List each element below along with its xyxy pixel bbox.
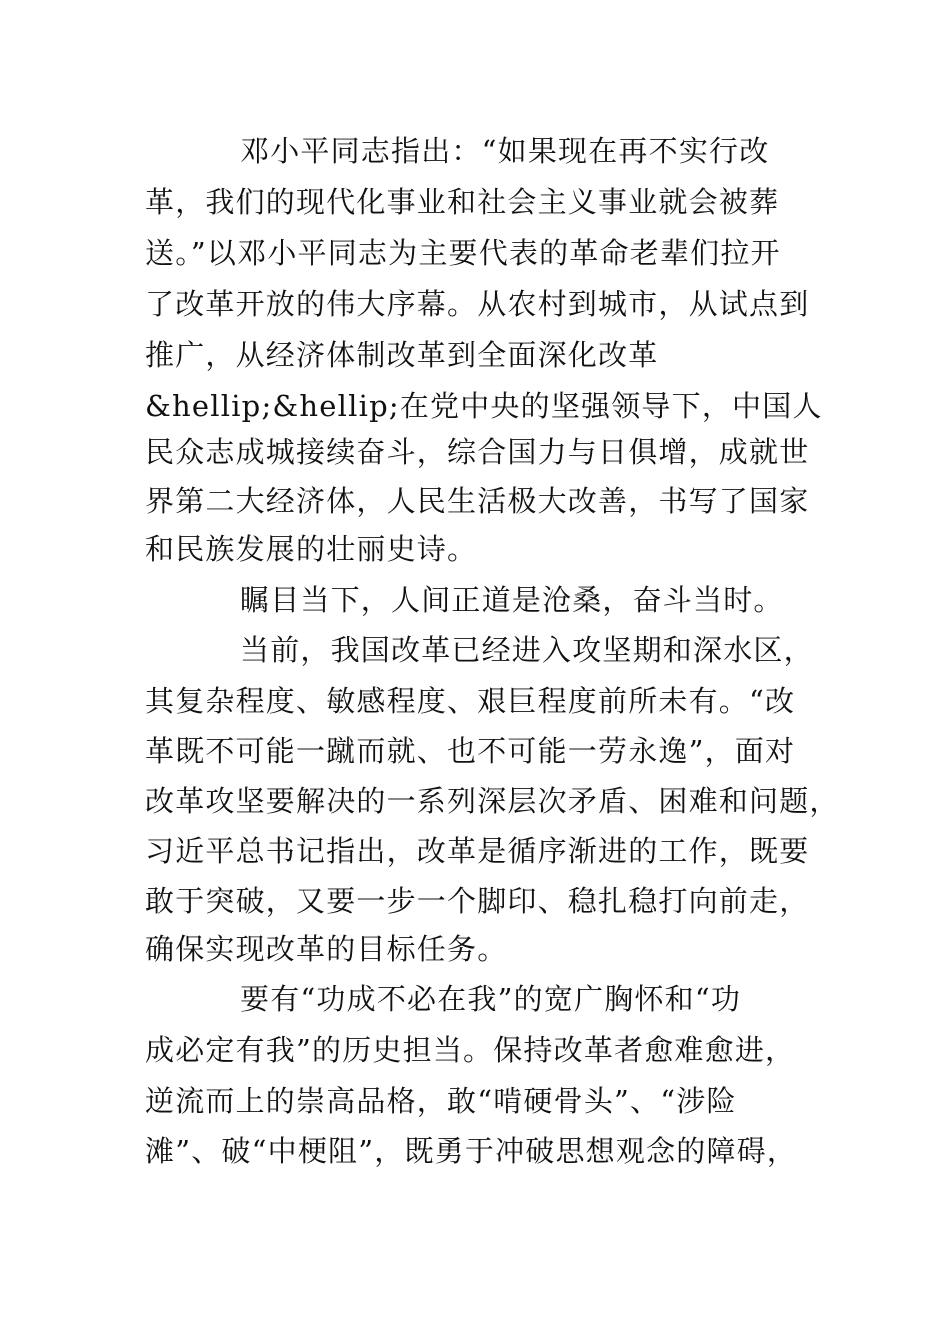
- paragraph-1-line-2: 革，我们的现代化事业和社会主义事业就会被葬: [145, 185, 780, 219]
- paragraph-1-line-8: 界第二大经济体，人民生活极大改善，书写了国家: [145, 484, 810, 518]
- paragraph-3-line-4: 改革攻坚要解决的一系列深层次矛盾、困难和问题，: [145, 784, 840, 818]
- paragraph-1-line-6: &hellip;&hellip;在党中央的坚强领导下，中国人: [145, 389, 823, 423]
- paragraph-1-line-4: 了改革开放的伟大序幕。从农村到城市，从试点到: [145, 287, 810, 321]
- paragraph-4-line-1: 要有“功成不必在我”的宽广胸怀和“功: [240, 982, 742, 1016]
- paragraph-3-line-2: 其复杂程度、敏感程度、艰巨程度前所未有。“改: [145, 684, 796, 718]
- paragraph-1-line-9: 和民族发展的壮丽史诗。: [145, 532, 478, 566]
- paragraph-3-line-7: 确保实现改革的目标任务。: [145, 932, 508, 966]
- paragraph-3-line-5: 习近平总书记指出，改革是循序渐进的工作，既要: [145, 834, 810, 868]
- paragraph-4-line-4: 滩”、破“中梗阻”，既勇于冲破思想观念的障碍，: [145, 1134, 798, 1168]
- paragraph-4-line-2: 成必定有我”的历史担当。保持改革者愈难愈进，: [145, 1033, 796, 1067]
- paragraph-3-line-6: 敢于突破，又要一步一个脚印、稳扎稳打向前走，: [145, 884, 810, 918]
- paragraph-1-line-1: 邓小平同志指出：“如果现在再不实行改: [240, 134, 770, 168]
- paragraph-1-line-7: 民众志成城接续奋斗，综合国力与日俱增，成就世: [145, 435, 810, 469]
- paragraph-3-line-3: 革既不可能一蹴而就、也不可能一劳永逸”，面对: [145, 734, 796, 768]
- paragraph-4-line-3: 逆流而上的崇高品格，敢“啃硬骨头”、“涉险: [145, 1084, 737, 1118]
- paragraph-1-line-5: 推广，从经济体制改革到全面深化改革: [145, 338, 659, 372]
- paragraph-1-line-3: 送。”以邓小平同志为主要代表的革命老辈们拉开: [145, 236, 781, 270]
- paragraph-3-line-1: 当前，我国改革已经进入攻坚期和深水区，: [240, 633, 814, 667]
- paragraph-2-line-1: 瞩目当下，人间正道是沧桑，奋斗当时。: [240, 583, 784, 617]
